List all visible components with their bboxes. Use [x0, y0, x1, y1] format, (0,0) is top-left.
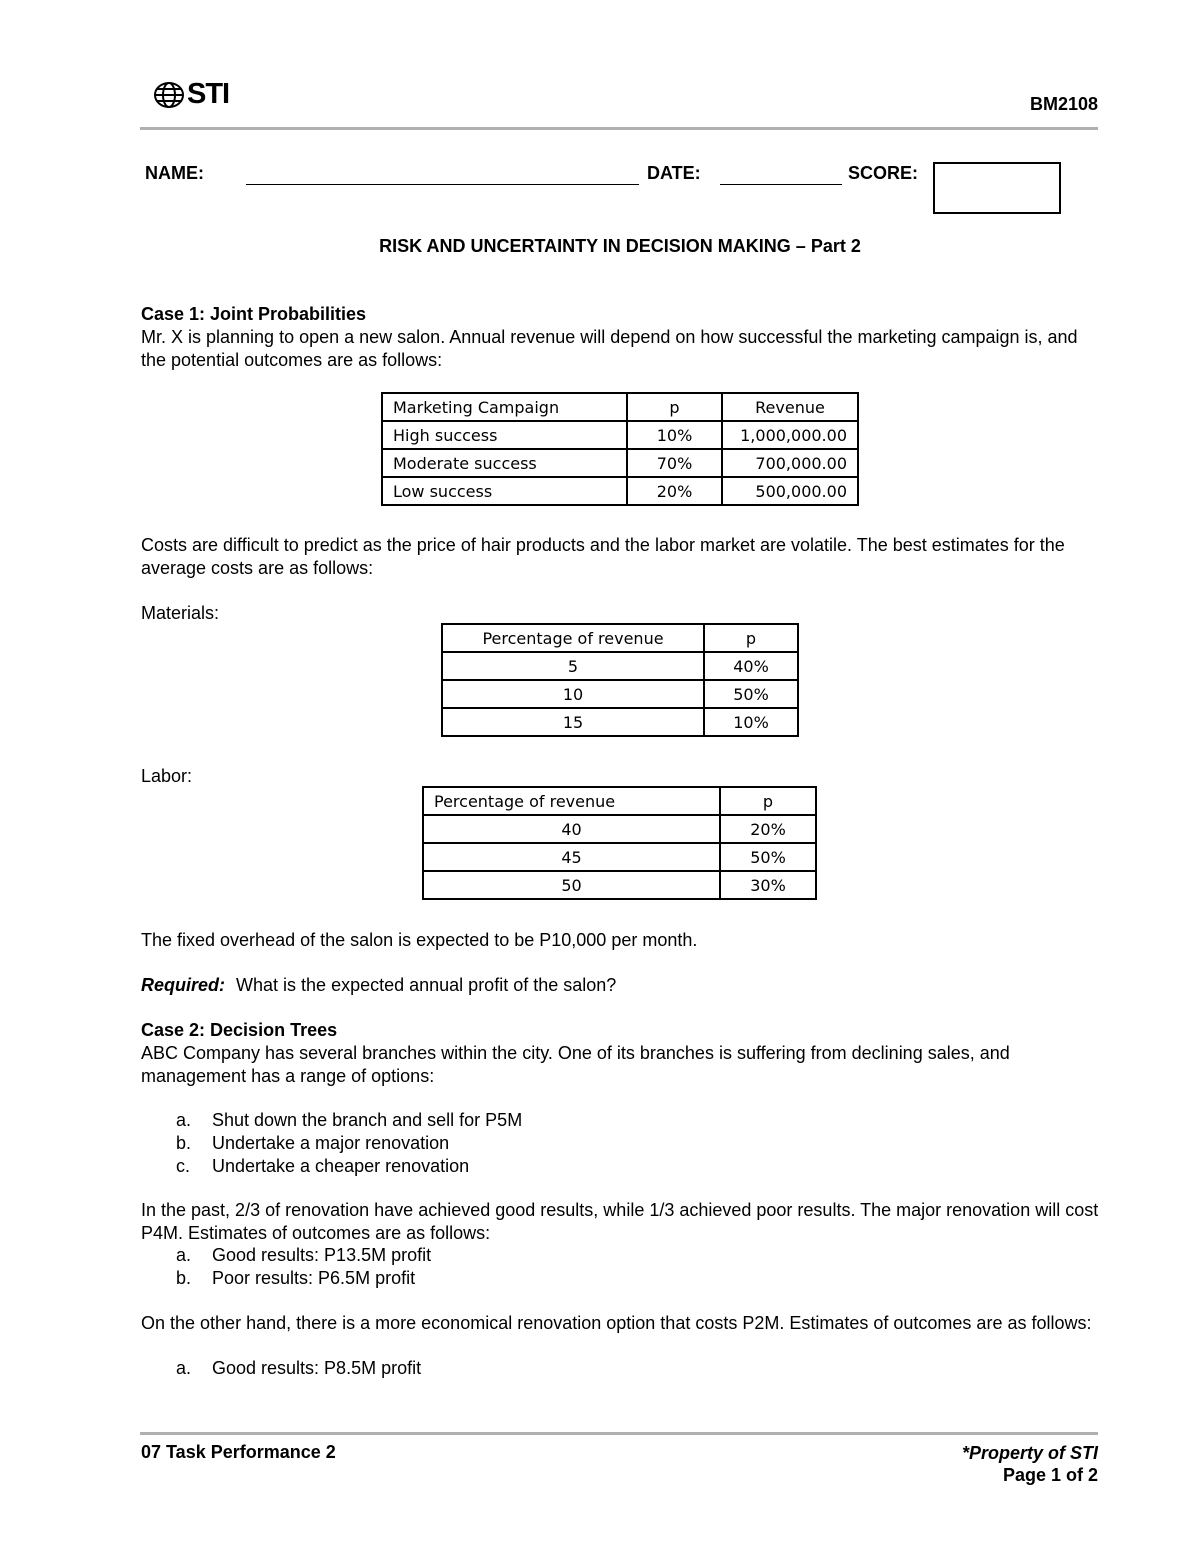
name-field[interactable] [246, 184, 639, 185]
table-header-row [423, 787, 816, 815]
case1-heading: Case 1: Joint Probabilities [141, 304, 367, 324]
table-row [382, 477, 858, 505]
list-text: Undertake a major renovation [212, 1133, 450, 1153]
table-cell: 40% [704, 652, 798, 680]
required-text: What is the expected annual profit of the salon? [236, 975, 617, 995]
table-header-cell: Marketing Campaign [382, 393, 627, 421]
table-cell: 50% [704, 680, 798, 708]
table-row [423, 843, 816, 871]
footer-page: Page 1 of 2 [1002, 1465, 1098, 1485]
list-text: Poor results: P6.5M profit [212, 1268, 416, 1288]
past-text: In the past, 2/3 of renovation have achieved good results, while 1/3 achieved poor results. The major renovation will cost P4M. Estimates of outcomes are as follows: [141, 1200, 1099, 1243]
case2-intro: ABC Company has several branches within the city. One of its branches is suffering from declining sales, and management has a range of options: [141, 1043, 1010, 1086]
required-label: Required: [141, 975, 226, 995]
list-text: Undertake a cheaper renovation [212, 1156, 470, 1176]
table-cell: 50 [423, 871, 720, 899]
list-item [176, 1109, 522, 1132]
options-list [176, 1109, 522, 1178]
list-letter: a. [176, 1110, 192, 1130]
list-letter: b. [176, 1268, 192, 1288]
list-item [176, 1267, 431, 1290]
footer-property: *Property of STI [961, 1443, 1098, 1463]
table-header-cell: p [627, 393, 722, 421]
table-cell: 5 [442, 652, 704, 680]
list-letter: a. [176, 1358, 192, 1378]
header-divider [140, 127, 1098, 130]
table-header-row [442, 624, 798, 652]
globe-icon [152, 81, 186, 109]
date-label: DATE: [647, 163, 701, 183]
table-cell: 20% [627, 477, 722, 505]
list-letter: b. [176, 1133, 192, 1153]
table-row [442, 652, 798, 680]
table-cell: 500,000.00 [722, 477, 858, 505]
date-field[interactable] [720, 184, 842, 185]
labor-table [422, 786, 817, 900]
list-text: Good results: P13.5M profit [212, 1245, 432, 1265]
list-text: Good results: P8.5M profit [212, 1358, 422, 1378]
table-row [442, 708, 798, 736]
list-letter: c. [176, 1156, 191, 1176]
logo-text: STI [187, 78, 230, 110]
sti-logo [152, 78, 229, 111]
case1-intro: Mr. X is planning to open a new salon. Annual revenue will depend on how successful the marketing campaign is, and the potential outcomes are as follows: [141, 327, 1078, 370]
table-row [382, 449, 858, 477]
table-cell: 20% [720, 815, 816, 843]
score-box[interactable] [933, 162, 1061, 214]
name-label: NAME: [145, 163, 204, 183]
list-item [176, 1132, 522, 1155]
case2-heading: Case 2: Decision Trees [141, 1020, 338, 1040]
score-label: SCORE: [848, 163, 919, 183]
table-header-row [382, 393, 858, 421]
major-outcomes-list [176, 1244, 431, 1290]
table-cell: 45 [423, 843, 720, 871]
list-letter: a. [176, 1245, 192, 1265]
footer-task: 07 Task Performance 2 [141, 1442, 336, 1462]
list-item [176, 1244, 431, 1267]
table-header-cell: p [704, 624, 798, 652]
table-cell: 50% [720, 843, 816, 871]
table-cell: 1,000,000.00 [722, 421, 858, 449]
economical-text: On the other hand, there is a more economical renovation option that costs P2M. Estimates of outcomes are as follows: [141, 1313, 1092, 1333]
table-cell: 700,000.00 [722, 449, 858, 477]
table-header-cell: Revenue [722, 393, 858, 421]
materials-label: Materials: [141, 603, 220, 623]
table-row [423, 871, 816, 899]
table-cell: 40 [423, 815, 720, 843]
table-cell: 15 [442, 708, 704, 736]
list-item [176, 1357, 421, 1380]
labor-label: Labor: [141, 766, 193, 786]
table-header-cell: Percentage of revenue [442, 624, 704, 652]
materials-table [441, 623, 799, 737]
table-row [382, 421, 858, 449]
marketing-table [381, 392, 859, 506]
costs-text: Costs are difficult to predict as the price of hair products and the labor market are volatile. The best estimates for the average costs are as follows: [141, 535, 1065, 578]
table-row [423, 815, 816, 843]
course-code: BM2108 [1029, 94, 1098, 114]
footer-right [962, 1442, 1098, 1486]
footer-divider [140, 1432, 1098, 1435]
overhead-text: The fixed overhead of the salon is expected to be P10,000 per month. [141, 930, 698, 950]
table-cell: 30% [720, 871, 816, 899]
table-cell: 10% [704, 708, 798, 736]
required-line [141, 974, 1106, 997]
table-row [442, 680, 798, 708]
page-title: RISK AND UNCERTAINTY IN DECISION MAKING – Part 2 [379, 236, 861, 256]
table-cell: Low success [382, 477, 627, 505]
list-text: Shut down the branch and sell for P5M [212, 1110, 523, 1130]
table-cell: 10 [442, 680, 704, 708]
table-cell: 70% [627, 449, 722, 477]
table-header-cell: Percentage of revenue [423, 787, 720, 815]
table-cell: 10% [627, 421, 722, 449]
economical-outcomes-list [176, 1357, 421, 1380]
table-cell: High success [382, 421, 627, 449]
table-header-cell: p [720, 787, 816, 815]
table-cell: Moderate success [382, 449, 627, 477]
list-item [176, 1155, 522, 1178]
